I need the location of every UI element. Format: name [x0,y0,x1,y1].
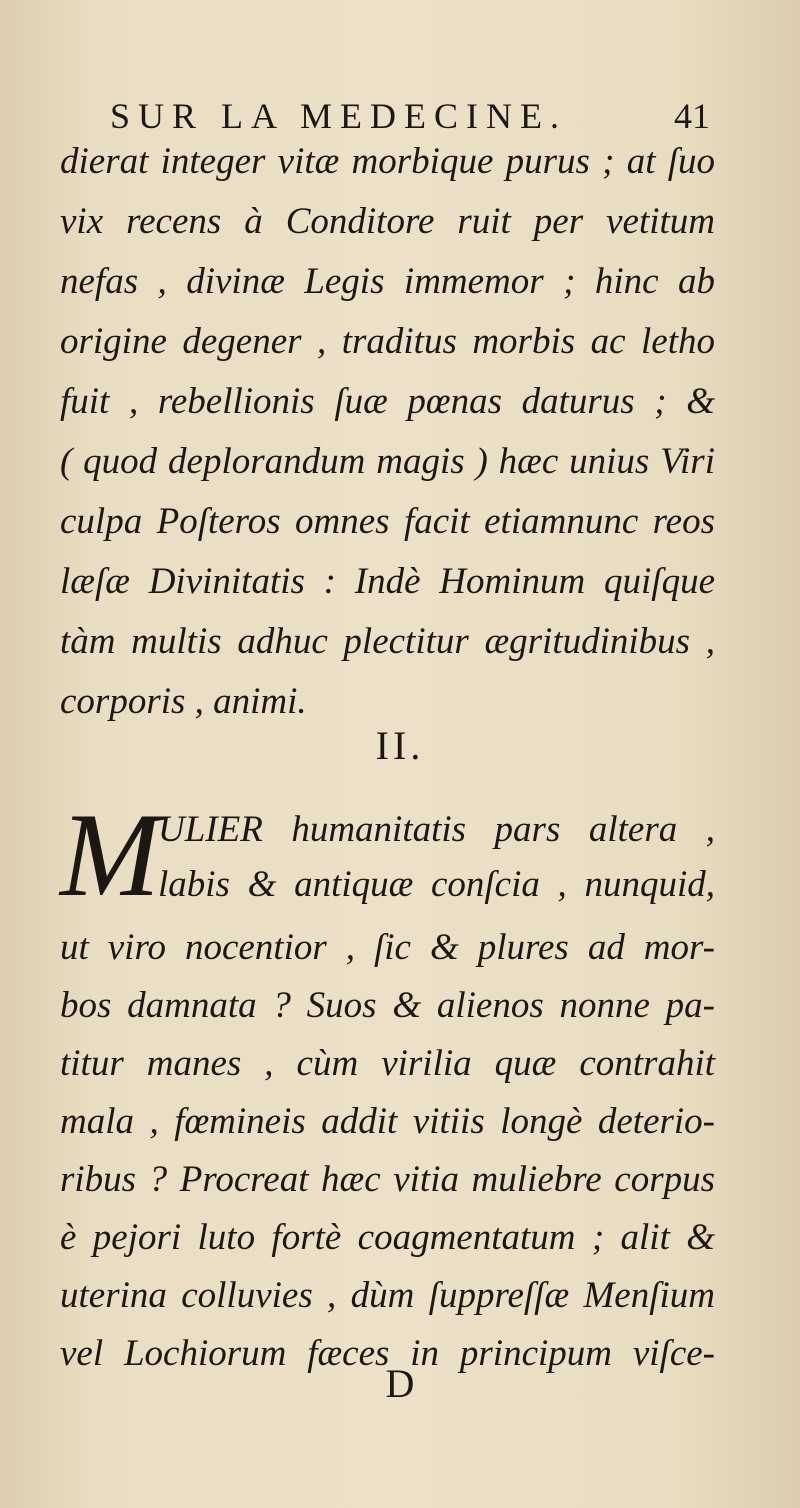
text-line: titur manes , cùm virilia quæ contrahit [60,1043,715,1084]
text-line: è pejori luto fortè coagmentatum ; alit & [60,1217,715,1258]
text-line: ribus ? Procreat hæc vitia muliebre corpus [60,1159,715,1200]
text-line: mala , fœmineis addit vitiis longè deterio- [60,1101,715,1142]
text-line: vix recens à Conditore ruit per vetitum [60,201,715,242]
text-line: corporis , animi. [60,681,307,722]
text-line: fuit , rebellionis ſuæ pœnas daturus ; & [60,381,715,422]
text-line: uterina colluvies , dùm ſuppreſſæ Menſium [60,1275,715,1316]
text-line: vel Lochiorum fæces in principum viſce- [60,1333,715,1374]
running-head: SUR LA MEDECINE. [110,96,568,136]
text-line: bos damnata ? Suos & alienos nonne pa- [60,985,715,1026]
page-number: 41 [674,96,710,136]
drop-cap: M [60,788,160,921]
text-line: origine degener , traditus morbis ac letho [60,321,715,362]
text-line: ( quod deplorandum magis ) hæc unius Viri [60,441,715,482]
signature-mark: D [385,1361,415,1406]
text-line: dierat integer vitæ morbique purus ; at ſuo [60,141,715,182]
text-line: tàm multis adhuc plectitur ægritudinibus , [60,621,715,662]
text-line: labis & antiquæ conſcia , nunquid, [158,864,715,905]
text-line: culpa Poſteros omnes facit etiamnunc reos [60,501,715,542]
text-line: ut viro nocentior , ſic & plures ad mor- [60,927,715,968]
text-line: læſæ Divinitatis : Indè Hominum quiſque [60,561,715,602]
section-numeral: II. [375,723,425,768]
text-line: nefas , divinæ Legis immemor ; hinc ab [60,261,715,302]
text-line: ULIER humanitatis pars altera , [158,809,715,850]
